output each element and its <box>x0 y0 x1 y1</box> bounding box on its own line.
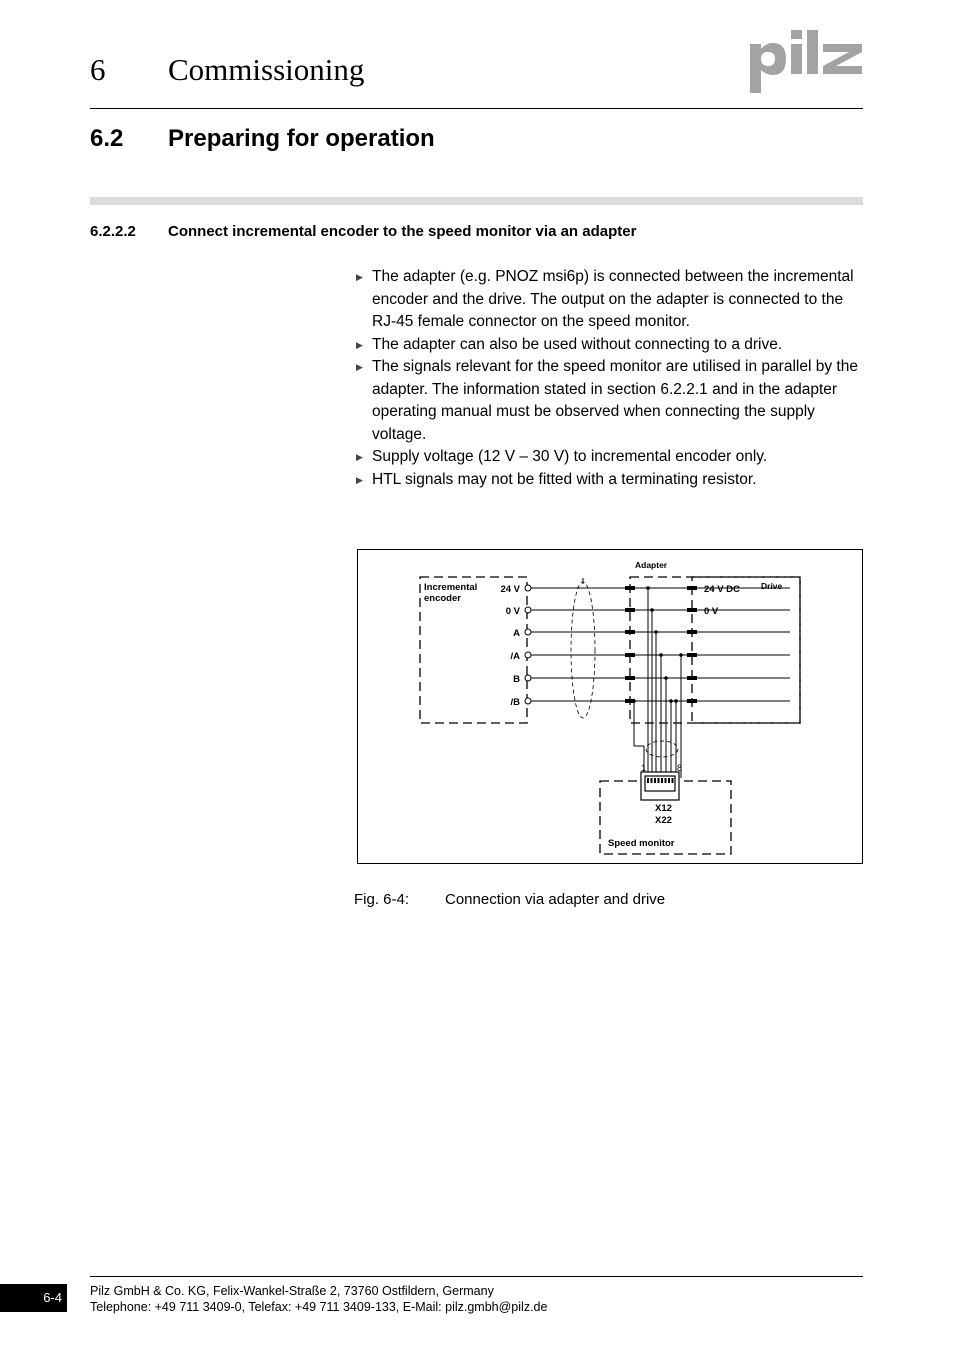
encoder-label: Incremental <box>424 582 478 593</box>
figure-caption <box>354 891 665 908</box>
bullet-arrow-icon: ▶ <box>356 452 363 462</box>
terminal-label: A <box>513 628 520 639</box>
pin-last-label: 8 <box>677 763 683 773</box>
page-number: 6-4 <box>0 1284 67 1312</box>
connector-label: X12 <box>655 803 672 814</box>
terminal-label: 0 V <box>505 606 520 617</box>
terminal-label: B <box>513 674 520 685</box>
section-divider <box>90 197 863 205</box>
connector-label-2: X22 <box>655 815 672 826</box>
pilz-logo <box>748 28 864 99</box>
section-title: Preparing for operation <box>168 125 435 152</box>
terminal-label: 24 V <box>500 584 520 595</box>
bullet-arrow-icon: ▶ <box>356 339 363 350</box>
footer-rule <box>90 1276 863 1277</box>
section-number: 6.2 <box>90 125 124 152</box>
drive-label: Drive <box>761 581 783 591</box>
list-item: ▶ The adapter (e.g. PNOZ msi6p) is connected between the incremental encoder and the drive. The output on the adapter is connected to the RJ-45 female connector on the speed monitor. <box>356 268 854 330</box>
terminal-label: /A <box>510 651 520 662</box>
bullet-arrow-icon: ▶ <box>356 474 363 485</box>
bullet-arrow-icon: ▶ <box>356 272 363 282</box>
list-item: ▶ The signals relevant for the speed monitor are utilised in parallel by the adapter. The information stated in section 6.2.2.1 and in the adapter operating manual must be observed when connecting the supply voltage. <box>356 358 858 443</box>
adapter-label: Adapter <box>635 560 668 570</box>
chapter-number: 6 <box>90 52 106 87</box>
drive-24v-label: 24 V DC <box>704 584 740 595</box>
terminal-label: /B <box>510 697 520 708</box>
list-item: ▶ Supply voltage (12 V – 30 V) to incremental encoder only. <box>355 446 865 469</box>
drive-0v-label: 0 V <box>704 606 719 617</box>
subsection-number: 6.2.2.2 <box>90 223 136 240</box>
speed-monitor-label: Speed monitor <box>608 838 675 849</box>
figure-caption-label: Fig. 6-4: <box>354 891 410 908</box>
bullet-list <box>355 266 865 491</box>
footer-address: Pilz GmbH & Co. KG, Felix-Wankel-Straße 2, 73760 Ostfildern, Germany <box>90 1284 494 1298</box>
figure-caption-text: Connection via adapter and drive <box>445 891 666 908</box>
bullet-arrow-icon: ▶ <box>356 362 363 372</box>
chapter-title: Commissioning <box>168 52 365 87</box>
encoder-label-2: encoder <box>424 593 461 604</box>
list-item: ▶ HTL signals may not be fitted with a terminating resistor. <box>355 469 865 492</box>
footer-contact: Telephone: +49 711 3409-0, Telefax: +49 711 3409-133, E-Mail: pilz.gmbh@pilz.de <box>90 1300 548 1314</box>
subsection-title: Connect incremental encoder to the speed monitor via an adapter <box>168 223 637 240</box>
pin-first-label: 1 <box>641 763 647 773</box>
list-item: ▶ The adapter can also be used without connecting to a drive. <box>355 334 865 357</box>
header-rule <box>90 108 863 109</box>
wiring-diagram <box>357 549 863 864</box>
